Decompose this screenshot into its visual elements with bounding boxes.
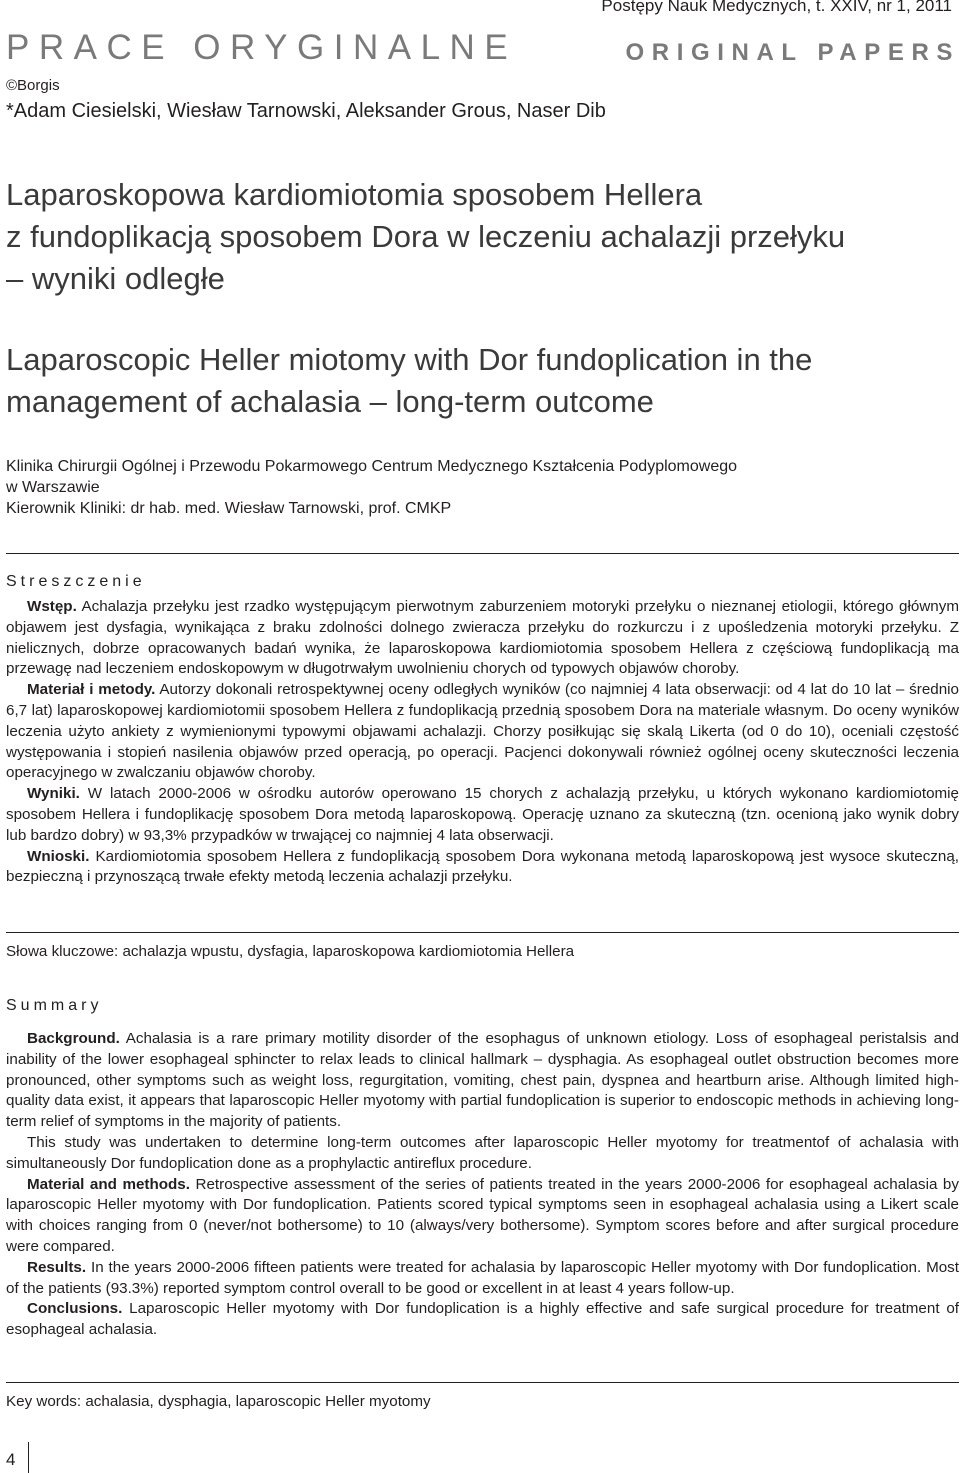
text: Autorzy dokonali retrospektywnej oceny odległych wyników (co najmniej 4 lata obserwacji: od 4 lat do 10 lat – średnio 6,7 lat) laparoskopowej kardiomiotomii sposobem Hellera z fundoplikacją przednią sposobem Dora na materiale własnym. Do oceny wyników leczenia użyto ankiety z wymienionymi typowymi objawami achalazji. Chorzy posiłkując się skalą Likerta (od 0 do 10), oceniali częstość występowania i stopień nasilenia objawów przed operacją, po operacji. Pacjenci dokonywali również ogólnej oceny skuteczności leczenia operacyjnego w zwalczaniu objawów choroby. — [6, 681, 959, 782]
text: Achalasia is a rare primary motility disorder of the esophagus of unknown etiology. Loss of esophageal peristalsis and inability of the lower esophageal sphincter to relax leads to clinical hallmark – dysphagia. As esophageal outlet obstruction becomes more pronounced, other symptoms such as weight loss, regurgitation, vomiting, chest pain, dyspnea and heartburn arise. Although limited high-quality data exist, it appears that laparoscopic Heller myotomy with partial fundoplication is superior to endoscopic methods in achieving long-term relief of symptoms in the majority of patients. — [6, 1030, 959, 1131]
text: In the years 2000-2006 fifteen patients were treated for achalasia by laparoscopic Heller myotomy with Dor fundoplication. Most of the patients (93.3%) reported symptom control overall to be good or excellent in at least 4 years follow-up. — [6, 1258, 959, 1297]
abstract-en-conclusions — [6, 1299, 959, 1341]
abstract-english — [6, 1029, 959, 1341]
page-rule — [28, 1442, 29, 1473]
keywords-polish: Słowa kluczowe: achalazja wpustu, dysfagia, laparoskopowa kardiomiotomia Hellera — [6, 943, 575, 960]
title-english — [6, 339, 956, 423]
affiliation-line: w Warszawie — [6, 479, 100, 496]
text: Kardiomiotomia sposobem Hellera z fundoplikacją sposobem Dora wykonana metodą laparoskopową jest wysoce skuteczną, bezpieczną i przynoszącą trwałe efekty metodą leczenia achalazji przełyku. — [6, 847, 959, 886]
title-pl-line: z fundoplikacją sposobem Dora w leczeniu achalazji przełyku — [6, 219, 846, 254]
abstract-en-background — [6, 1029, 959, 1133]
divider — [6, 553, 959, 554]
title-en-line: Laparoscopic Heller miotomy with Dor fundoplication in the — [6, 342, 813, 377]
label: Background. — [27, 1030, 120, 1047]
page-number: 4 — [6, 1450, 16, 1469]
label: Results. — [27, 1258, 87, 1276]
author-list: *Adam Ciesielski, Wiesław Tarnowski, Aleksander Grous, Naser Dib — [6, 100, 606, 122]
affiliation — [6, 456, 956, 519]
streszczenie-heading: Streszczenie — [6, 573, 146, 590]
title-pl-line: Laparoskopowa kardiomiotomia sposobem Hellera — [6, 177, 703, 212]
affiliation-line: Kierownik Kliniki: dr hab. med. Wiesław Tarnowski, prof. CMKP — [6, 500, 452, 517]
publisher-mark: ©Borgis — [6, 77, 60, 94]
divider — [6, 932, 959, 933]
abstract-pl-results — [6, 784, 959, 846]
journal-citation: Postępy Nauk Medycznych, t. XXIV, nr 1, 2011 — [601, 0, 952, 15]
text: Laparoscopic Heller myotomy with Dor fundoplication is a highly effective and safe surgical procedure for treatment of esophageal achalasia. — [6, 1300, 959, 1339]
label: Wstęp. — [27, 598, 77, 615]
section-label-pl: PRACE ORYGINALNE — [6, 28, 518, 67]
abstract-pl-methods — [6, 680, 959, 784]
abstract-polish — [6, 597, 959, 888]
title-pl-line: – wyniki odległe — [6, 261, 225, 296]
abstract-pl-intro — [6, 597, 959, 680]
label: Wyniki. — [27, 785, 80, 803]
title-en-line: management of achalasia – long-term outcome — [6, 384, 654, 419]
text: This study was undertaken to determine long-term outcomes after laparoscopic Heller myotomy for treatmentof of achalasia with simultaneously Dor fundoplication done as a prophylactic antireflux procedure. — [6, 1133, 959, 1172]
label: Conclusions. — [27, 1300, 123, 1318]
label: Wnioski. — [27, 847, 90, 865]
abstract-en-study — [6, 1133, 959, 1175]
abstract-pl-conclusions — [6, 847, 959, 889]
title-polish — [6, 174, 956, 300]
abstract-en-methods — [6, 1175, 959, 1258]
keywords-english: Key words: achalasia, dysphagia, laparoscopic Heller myotomy — [6, 1393, 431, 1410]
label: Material and methods. — [27, 1175, 190, 1193]
text: Retrospective assessment of the series of patients treated in the years 2000-2006 for esophageal achalasia by laparoscopic Heller myotomy with Dor fundoplication. Patients scored typical symptoms seen in esophageal achalasia using a Likert scale with choices ranging from 0 (never/not bothersome) to 10 (always/very bothersome). Symptom scores before and after surgical procedure were compared. — [6, 1175, 959, 1255]
divider — [6, 1382, 959, 1383]
text: Achalazja przełyku jest rzadko występującym pierwotnym zaburzeniem motoryki przełyku o nieznanej etiologii, którego głównym objawem jest dysfagia, wynikająca z braku zdolności dolnego zwieracza przełyku do rozkurczu i z upośledzenia motoryki przełyku. Z nielicznych, dobrze opracowanych badań wynika, że laparoskopowa kardiomiotomia sposobem Hellera z częściową fundoplikacją ma przewagę nad leczeniem endoskopowym w długotrwałym uwolnieniu chorych od typowych objawów choroby. — [6, 598, 959, 678]
section-label-en: ORIGINAL PAPERS — [625, 39, 960, 66]
abstract-en-results — [6, 1258, 959, 1300]
label: Materiał i metody. — [27, 681, 156, 699]
affiliation-line: Klinika Chirurgii Ogólnej i Przewodu Pokarmowego Centrum Medycznego Kształcenia Podyplomowego — [6, 458, 738, 475]
summary-heading: Summary — [6, 997, 103, 1014]
text: W latach 2000-2006 w ośrodku autorów operowano 15 chorych z achalazją przełyku, u których wykonano kardiomiotomię sposobem Hellera i fundoplikację sposobem Dora metodą laparoskopową. Operację uznano za skuteczną (tzn. ocenioną jako wynik dobry lub bardzo dobry) w 93,3% przypadków w trwającej co najmniej 4 lata obserwacji. — [6, 785, 959, 844]
